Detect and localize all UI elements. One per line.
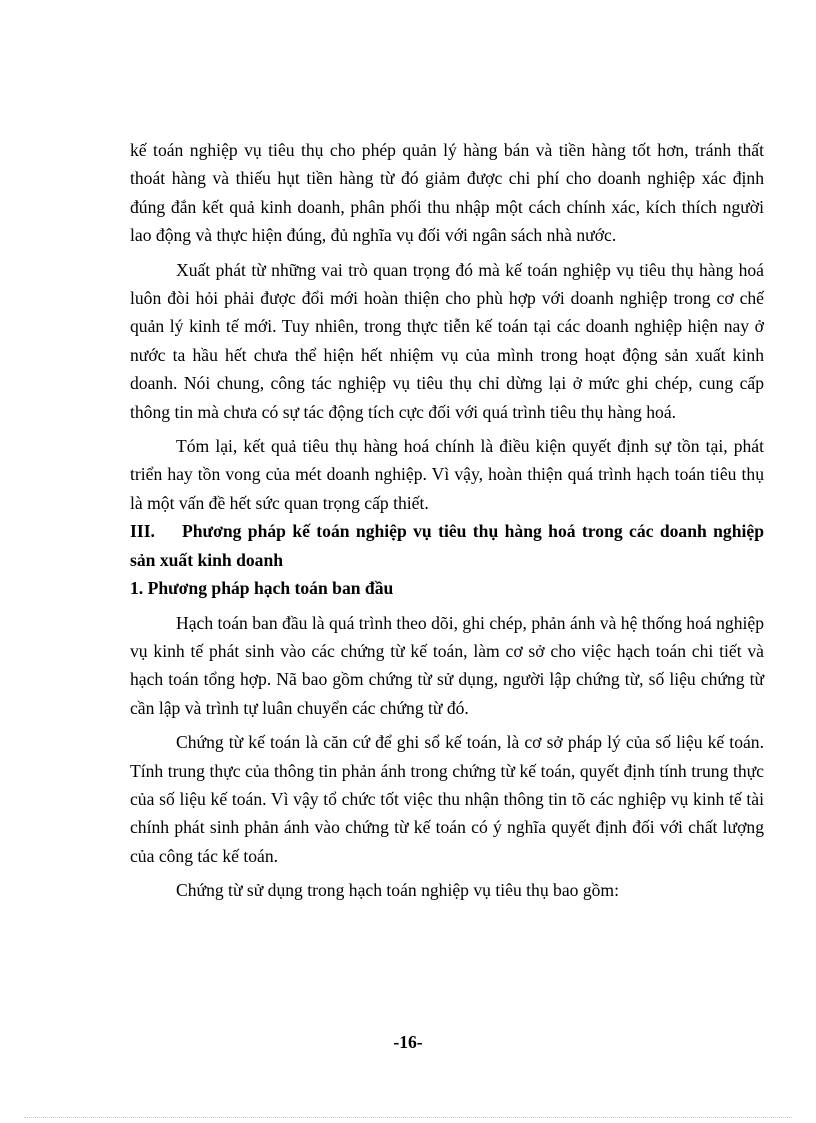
paragraph-1: kế toán nghiệp vụ tiêu thụ cho phép quản lý hàng bán và tiền hàng tốt hơn, tránh thất thoát hàng và thiếu hụt tiền hàng từ đó giảm được chi phí cho doanh nghiệp xác định đúng đắn kết quả kinh doanh, phân phối thu nhập một cách chính xác, kích thích người lao động và thực hiện đúng, đủ nghĩa vụ đối với ngân sách nhà nước. bbox=[130, 140, 764, 246]
section-number: III. bbox=[130, 521, 155, 542]
paragraph-2: Xuất phát từ những vai trò quan trọng đó mà kế toán nghiệp vụ tiêu thụ hàng hoá luôn đòi hỏi phải được đổi mới hoàn thiện cho phù hợp với doanh nghiệp trong cơ chế quản lý kinh tế mới. Tuy nhiên, trong thực tiễn kế toán tại các doanh nghiệp hiện nay ở nước ta hầu hết chưa thể hiện hết nhiệm vụ của mình trong hoạt động sản xuất kinh doanh. Nói chung, công tác nghiệp vụ tiêu thụ chỉ dừng lại ở mức ghi chép, cung cấp thông tin mà chưa có sự tác động tích cực đối với quá trình tiêu thụ hàng hoá. bbox=[130, 259, 764, 422]
page-number: -16- bbox=[393, 1032, 423, 1052]
paragraph-5: Chứng từ kế toán là căn cứ để ghi sổ kế toán, là cơ sở pháp lý của số liệu kế toán. Tính trung thực của thông tin phản ánh trong chứng từ kế toán, quyết định tính trung thực của số liệu kế toán. Vì vậy tổ chức tốt việc thu nhận thông tin tõ các nghiệp vụ kinh tế tài chính phát sinh phản ánh vào chứng từ kế toán có ý nghĩa quyết định đối với chất lượng của công tác kế toán. bbox=[130, 732, 764, 866]
section-title: Phương pháp kế toán nghiệp vụ tiêu thụ hàng hoá trong các doanh nghiệp sản xuất kinh doanh bbox=[130, 521, 764, 570]
page-bottom-border bbox=[24, 1117, 792, 1118]
paragraph-6: Chứng từ sử dụng trong hạch toán nghiệp vụ tiêu thụ bao gồm: bbox=[176, 880, 619, 901]
subsection-heading: 1. Phương pháp hạch toán ban đầu bbox=[130, 578, 394, 599]
paragraph-3: Tóm lại, kết quả tiêu thụ hàng hoá chính là điều kiện quyết định sự tồn tại, phát triển hay tồn vong của mét doanh nghiệp. Vì vậy, hoàn thiện quá trình hạch toán tiêu thụ là một vấn đề hết sức quan trọng cấp thiết. bbox=[130, 436, 764, 513]
section-heading bbox=[130, 517, 764, 574]
page-content bbox=[130, 136, 764, 905]
paragraph-4: Hạch toán ban đầu là quá trình theo dõi, ghi chép, phản ánh và hệ thống hoá nghiệp vụ kinh tế phát sinh vào các chứng từ kế toán, làm cơ sở cho việc hạch toán chi tiết và hạch toán tổng hợp. Nã bao gồm chứng từ sử dụng, người lập chứng từ, số liệu chứng từ cần lập và trình tự luân chuyển các chứng từ đó. bbox=[130, 612, 764, 718]
